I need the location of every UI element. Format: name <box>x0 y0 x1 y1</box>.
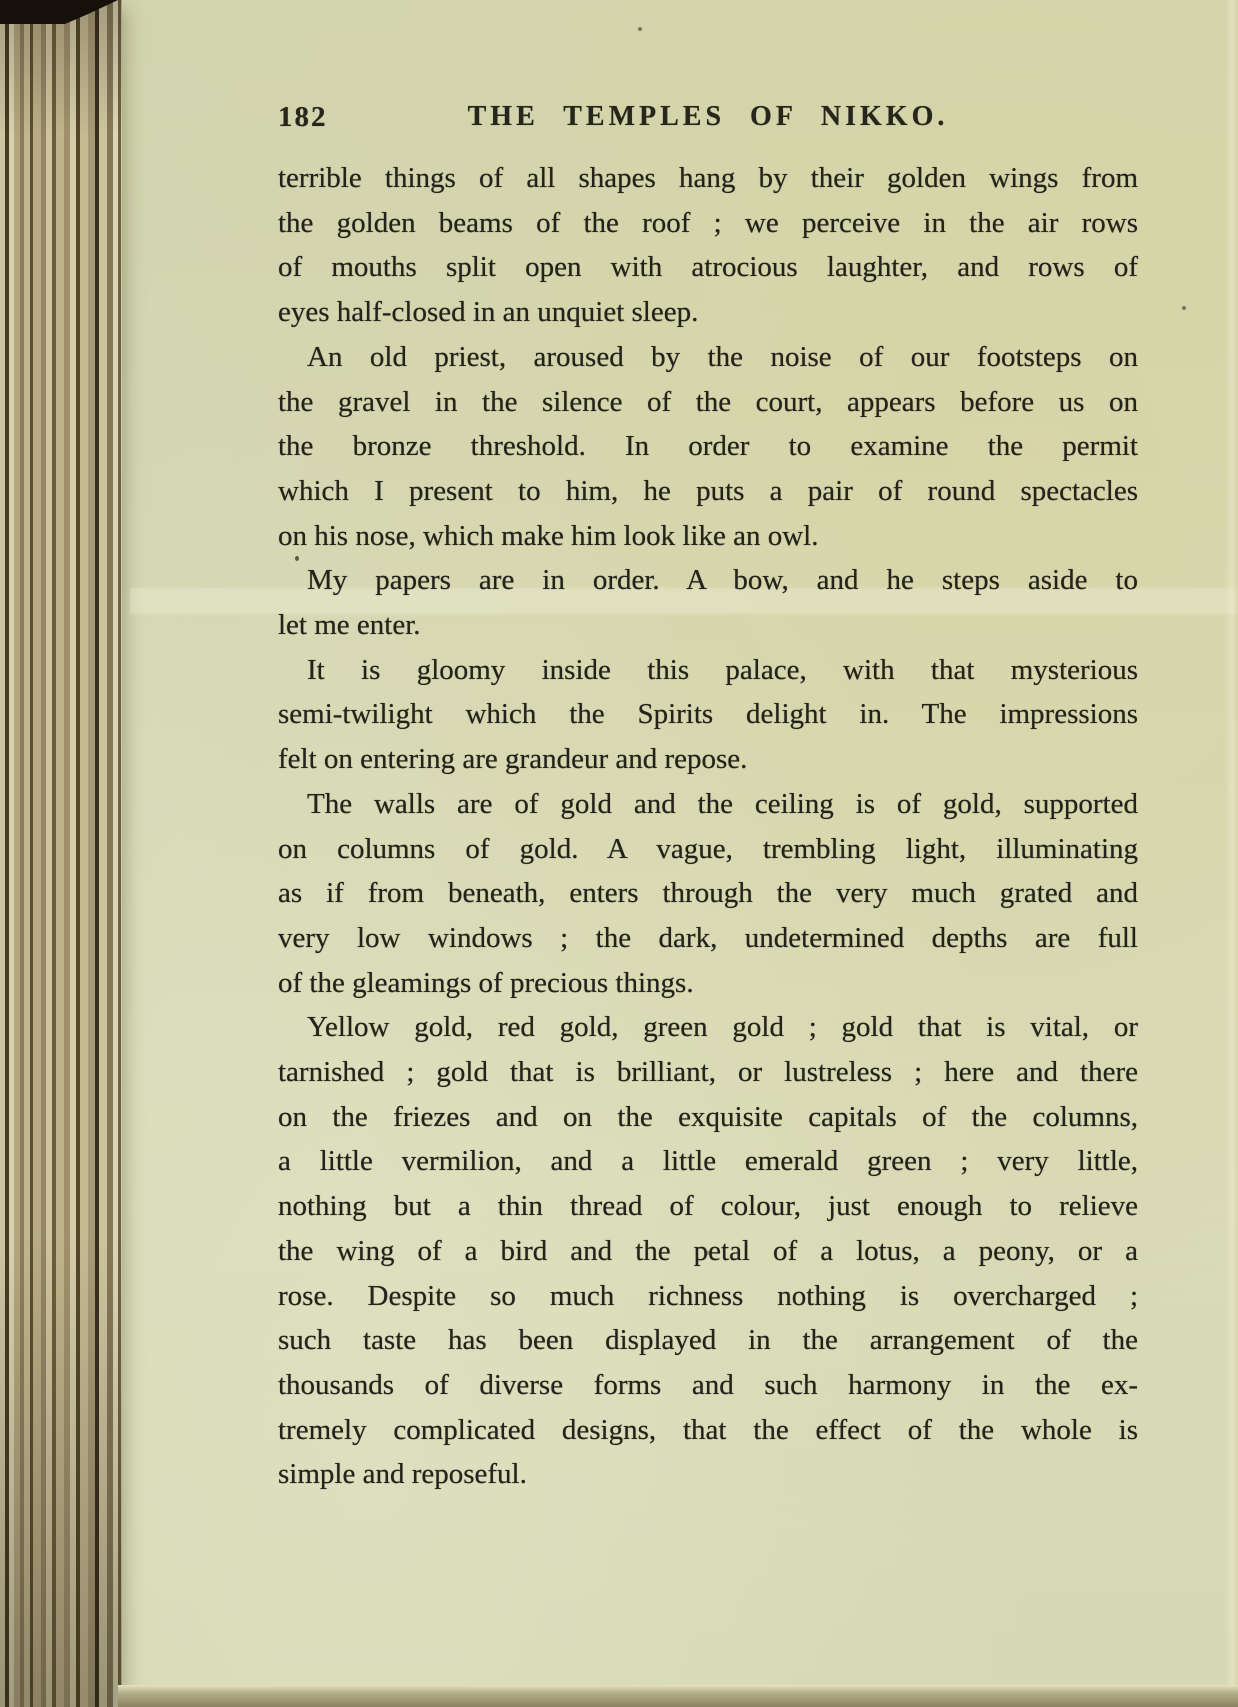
page-bottom-edge <box>118 1685 1238 1707</box>
text-line: the bronze threshold. In order to examine the permit <box>278 430 1138 463</box>
text-line: as if from beneath, enters through the very much grated and <box>278 877 1138 910</box>
text-line: a little vermilion, and a little emerald green ; very little, <box>278 1145 1138 1178</box>
text-line: terrible things of all shapes hang by their golden wings from <box>278 162 1138 194</box>
ink-speck <box>1182 306 1186 310</box>
ink-speck <box>295 556 299 561</box>
book-gutter-page-edges <box>0 0 122 1707</box>
text-line: My papers are in order. A bow, and he steps aside to <box>307 564 1138 597</box>
text-line: It is gloomy inside this palace, with that mysterious <box>307 653 1138 686</box>
text-line: on his nose, which make him look like an owl. <box>278 519 819 552</box>
page-header <box>278 101 1138 137</box>
text-line: nothing but a thin thread of colour, just enough to relieve <box>278 1190 1138 1223</box>
paragraph <box>278 782 1138 1006</box>
text-line: Yellow gold, red gold, green gold ; gold that is vital, or <box>307 1011 1138 1044</box>
text-line: the gravel in the silence of the court, appears before us on <box>278 385 1138 418</box>
text-line: the wing of a bird and the petal of a lotus, a peony, or a <box>278 1234 1138 1267</box>
text-line: thousands of diverse forms and such harmony in the ex- <box>278 1368 1138 1401</box>
text-line: such taste has been displayed in the arrangement of the <box>278 1324 1138 1357</box>
paragraph <box>278 558 1138 647</box>
text-line: semi-twilight which the Spirits delight in. The impressions <box>278 698 1138 731</box>
running-title: THE TEMPLES OF NIKKO. <box>467 101 949 132</box>
ink-speck <box>706 1251 710 1255</box>
text-line: on the friezes and on the exquisite capitals of the columns, <box>278 1100 1138 1133</box>
text-line: which I present to him, he puts a pair of round spectacles <box>278 474 1138 507</box>
body-text-block <box>278 156 1138 1497</box>
text-line: the golden beams of the roof ; we perceive in the air rows <box>278 206 1138 239</box>
text-line: The walls are of gold and the ceiling is of gold, supported <box>307 787 1138 820</box>
page-right-edge-highlight <box>1225 0 1238 1707</box>
paragraph <box>278 335 1138 559</box>
text-line: of the gleamings of precious things. <box>278 966 694 999</box>
text-line: on columns of gold. A vague, trembling light, illuminating <box>278 832 1138 865</box>
text-line: let me enter. <box>278 609 421 642</box>
paragraph <box>278 648 1138 782</box>
text-line: felt on entering are grandeur and repose. <box>278 743 748 776</box>
text-line: of mouths split open with atrocious laughter, and rows of <box>278 251 1138 284</box>
text-line: tarnished ; gold that is brilliant, or lustreless ; here and there <box>278 1056 1138 1089</box>
ink-speck <box>638 27 642 31</box>
text-line: An old priest, aroused by the noise of our footsteps on <box>307 340 1138 373</box>
page-number: 182 <box>278 101 328 133</box>
text-line: simple and reposeful. <box>278 1458 527 1491</box>
text-line: tremely complicated designs, that the effect of the whole is <box>278 1413 1138 1446</box>
paragraph <box>278 156 1138 335</box>
text-line: eyes half-closed in an unquiet sleep. <box>278 296 699 329</box>
text-line: very low windows ; the dark, undetermined depths are full <box>278 921 1138 954</box>
text-line: rose. Despite so much richness nothing is overcharged ; <box>278 1279 1138 1312</box>
